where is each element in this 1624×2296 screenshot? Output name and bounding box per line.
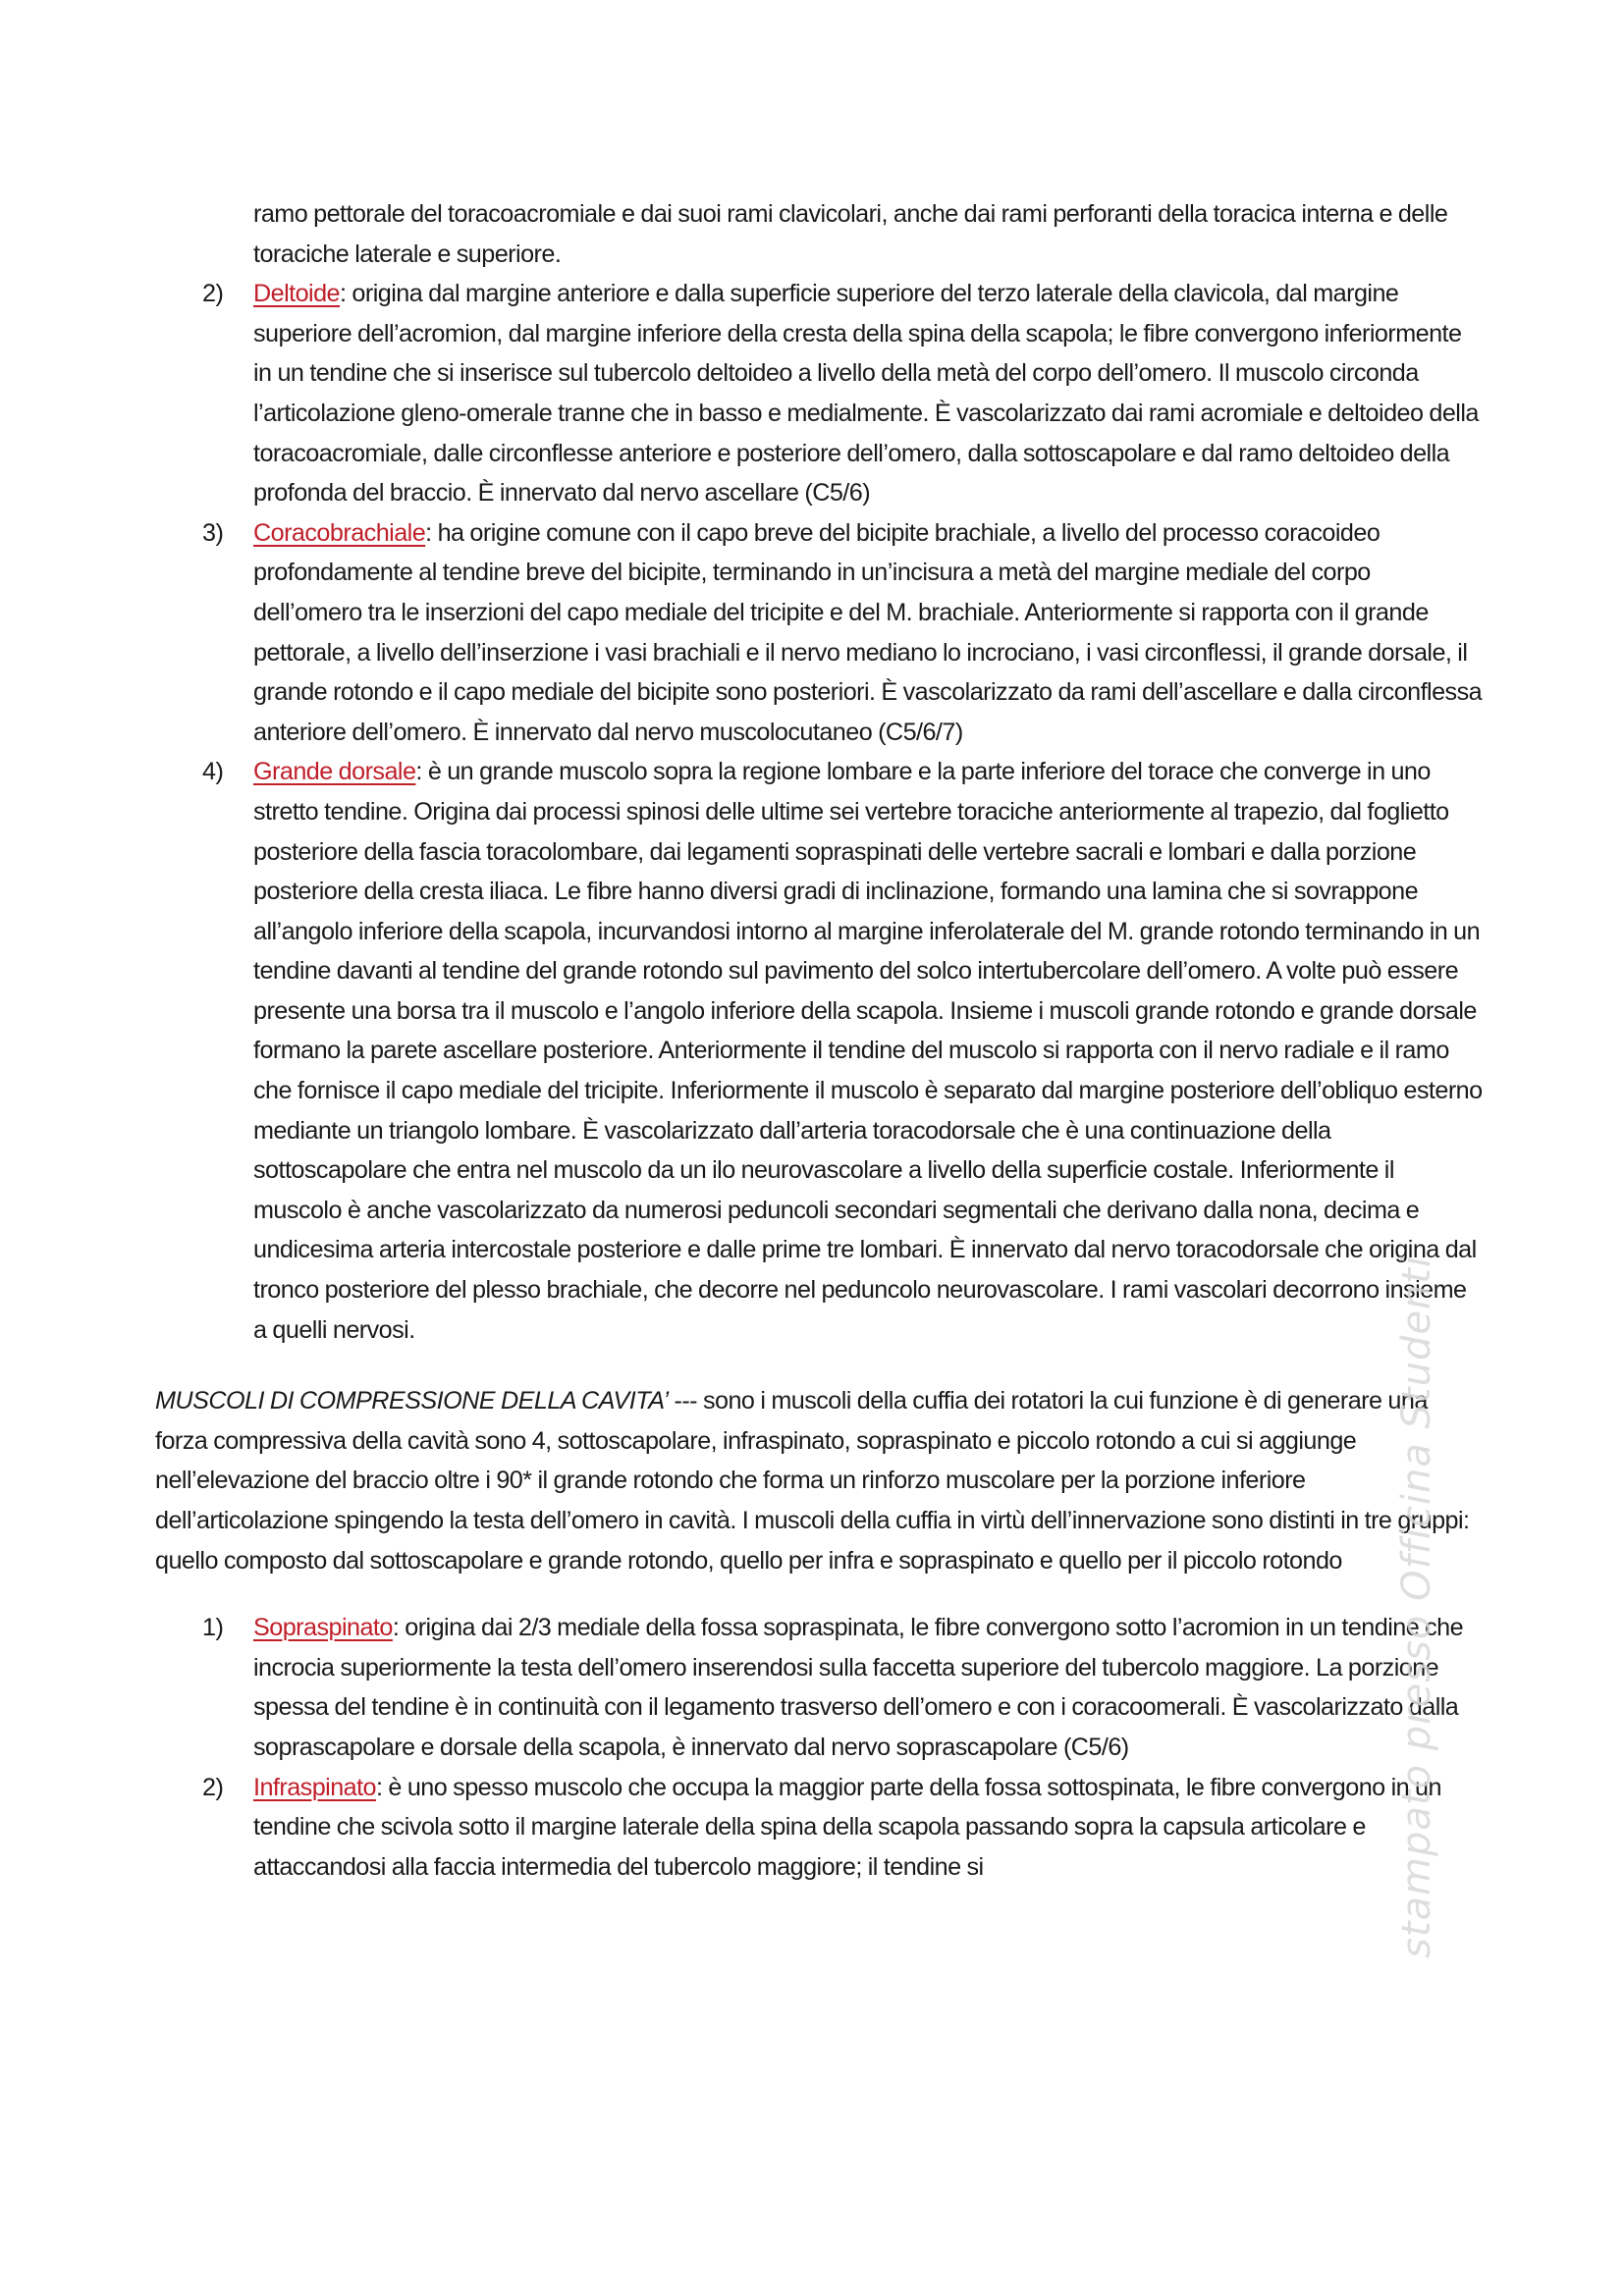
list-number: 4) [202, 758, 224, 786]
list-item-sopraspinato [155, 1608, 1483, 1767]
list-item-text: : origina dai 2/3 mediale della fossa sopraspinata, le fibre convergono sotto l’acromion in un tendine che incrocia superiormente la testa dell’omero inserendosi sulla faccetta superiore del tubercolo maggiore. La porzione spessa del tendine è in continuità con il legamento trasverso dell’omero e con i coracoomerali. È vascolarizzato dalla soprascapolare e dorsale della scapola, è innervato dal nervo soprascapolare (C5/6) [253, 1614, 1464, 1761]
section-title: MUSCOLI DI COMPRESSIONE DELLA CAVITA’ [155, 1387, 669, 1415]
term-coracobrachiale: Coracobrachiale [253, 518, 426, 547]
muscle-list-rotator-cuff [155, 1608, 1483, 1887]
list-number: 1) [202, 1614, 224, 1642]
list-item-text: : è uno spesso muscolo che occupa la maggior parte della fossa sottospinata, le fibre convergono in un tendine che scivola sotto il margine laterale della spina della scapola passando sopra la capsula articolare e attaccandosi alla faccia intermedia del tubercolo maggiore; il tendine si [253, 1773, 1441, 1881]
list-item-text: : ha origine comune con il capo breve del bicipite brachiale, a livello del processo coracoideo profondamente al tendine breve del bicipite, terminando in un’incisura a metà del margine mediale del corpo dell’omero tra le inserzioni del capo mediale del tricipite e del M. brachiale. Anteriormente si rapporta con il grande pettorale, a livello dell’inserzione i vasi brachiali e il nervo mediano lo incrociano, i vasi circonflessi, il grande dorsale, il grande rotondo e il capo mediale del bicipite sono posteriori. È vascolarizzato da rami dell’ascellare e dalla circonflessa anteriore dell’omero. È innervato dal nervo muscolocutaneo (C5/6/7) [253, 518, 1483, 746]
continuation-paragraph [155, 194, 1483, 274]
document-body [155, 194, 1483, 1887]
list-item-coracobrachiale [155, 513, 1483, 753]
section-paragraph-compressione [155, 1381, 1483, 1580]
section-text: --- sono i muscoli della cuffia dei rotatori la cui funzione è di generare una forza compressiva della cavità sono 4, sottoscapolare, infraspinato, sopraspinato e piccolo rotondo a cui si aggiunge nell’elevazione del braccio oltre i 90* il grande rotondo che forma un rinforzo muscolare per la porzione inferiore dell’articolazione spingendo la testa dell’omero in cavità. I muscoli della cuffia in virtù dell’innervazione sono distinti in tre gruppi: quello composto dal sottoscapolare e grande rotondo, quello per infra e sopraspinato e quello per il piccolo rotondo [155, 1387, 1470, 1575]
term-sopraspinato: Sopraspinato [253, 1614, 393, 1642]
continuation-line-2: toracica interna e delle toraciche laterale e superiore. [253, 200, 1448, 268]
watermark-text: stampato presso Officina Studenti [1394, 1255, 1439, 1958]
list-item-deltoide [155, 274, 1483, 513]
list-item-text: : origina dal margine anteriore e dalla superficie superiore del terzo laterale della clavicola, dal margine superiore dell’acromion, dal margine inferiore della cresta della spina della scapola; le fibre convergono inferiormente in un tendine che si inserisce sul tubercolo deltoideo a livello della metà del corpo dell’omero. Il muscolo circonda l’articolazione gleno-omerale tranne che in basso e medialmente. È vascolarizzato dai rami acromiale e deltoideo della toracoacromiale, dalle circonflesse anteriore e posteriore dell’omero, dalla sottoscapolare e dal ramo deltoideo della profonda del braccio. È innervato dal nervo ascellare (C5/6) [253, 280, 1479, 507]
term-infraspinato: Infraspinato [253, 1773, 377, 1801]
term-deltoide: Deltoide [253, 280, 341, 308]
list-number: 3) [202, 518, 224, 547]
list-item-grande-dorsale [155, 752, 1483, 1350]
list-item-text: : è un grande muscolo sopra la regione lombare e la parte inferiore del torace che converge in uno stretto tendine. Origina dai processi spinosi delle ultime sei vertebre toraciche anteriormente al trapezio, dal foglietto posteriore della fascia toracolombare, dai legamenti sopraspinati delle vertebre sacrali e lombari e dalla porzione posteriore della cresta iliaca. Le fibre hanno diversi gradi di inclinazione, formando una lamina che si sovrappone all’angolo inferiore della scapola, incurvandosi intorno al margine inferolaterale del M. grande rotondo terminando in un tendine davanti al tendine del grande rotondo sul pavimento del solco intertubercolare dell’omero. A volte può essere presente una borsa tra il muscolo e l’angolo inferiore della scapola. Insieme i muscoli grande rotondo e grande dorsale formano la parete ascellare posteriore. Anteriormente il tendine del muscolo si rapporta con il nervo radiale e il ramo che fornisce il capo mediale del tricipite. Inferiormente il muscolo è separato dal margine posteriore dell’obliquo esterno mediante un triangolo lombare. È vascolarizzato dall’arteria toracodorsale che è una continuazione della sottoscapolare che entra nel muscolo da un ilo neurovascolare a livello della superficie costale. Inferiormente il muscolo è anche vascolarizzato da numerosi peduncoli secondari segmentali che derivano dalla nona, decima e undicesima arteria intercostale posteriore e dalle prime tre lombari. È innervato dal nervo toracodorsale che origina dal tronco posteriore del plesso brachiale, che decorre nel peduncolo neurovascolare. I rami vascolari decorrono insieme a quelli nervosi. [253, 758, 1483, 1344]
muscle-list-shoulder [155, 274, 1483, 1350]
continuation-line-1: ramo pettorale del toracoacromiale e dai suoi rami clavicolari, anche dai rami perforanti della [253, 200, 1208, 228]
term-grande-dorsale: Grande dorsale [253, 758, 416, 786]
list-item-infraspinato [155, 1768, 1483, 1888]
list-number: 2) [202, 280, 224, 308]
list-number: 2) [202, 1773, 224, 1801]
